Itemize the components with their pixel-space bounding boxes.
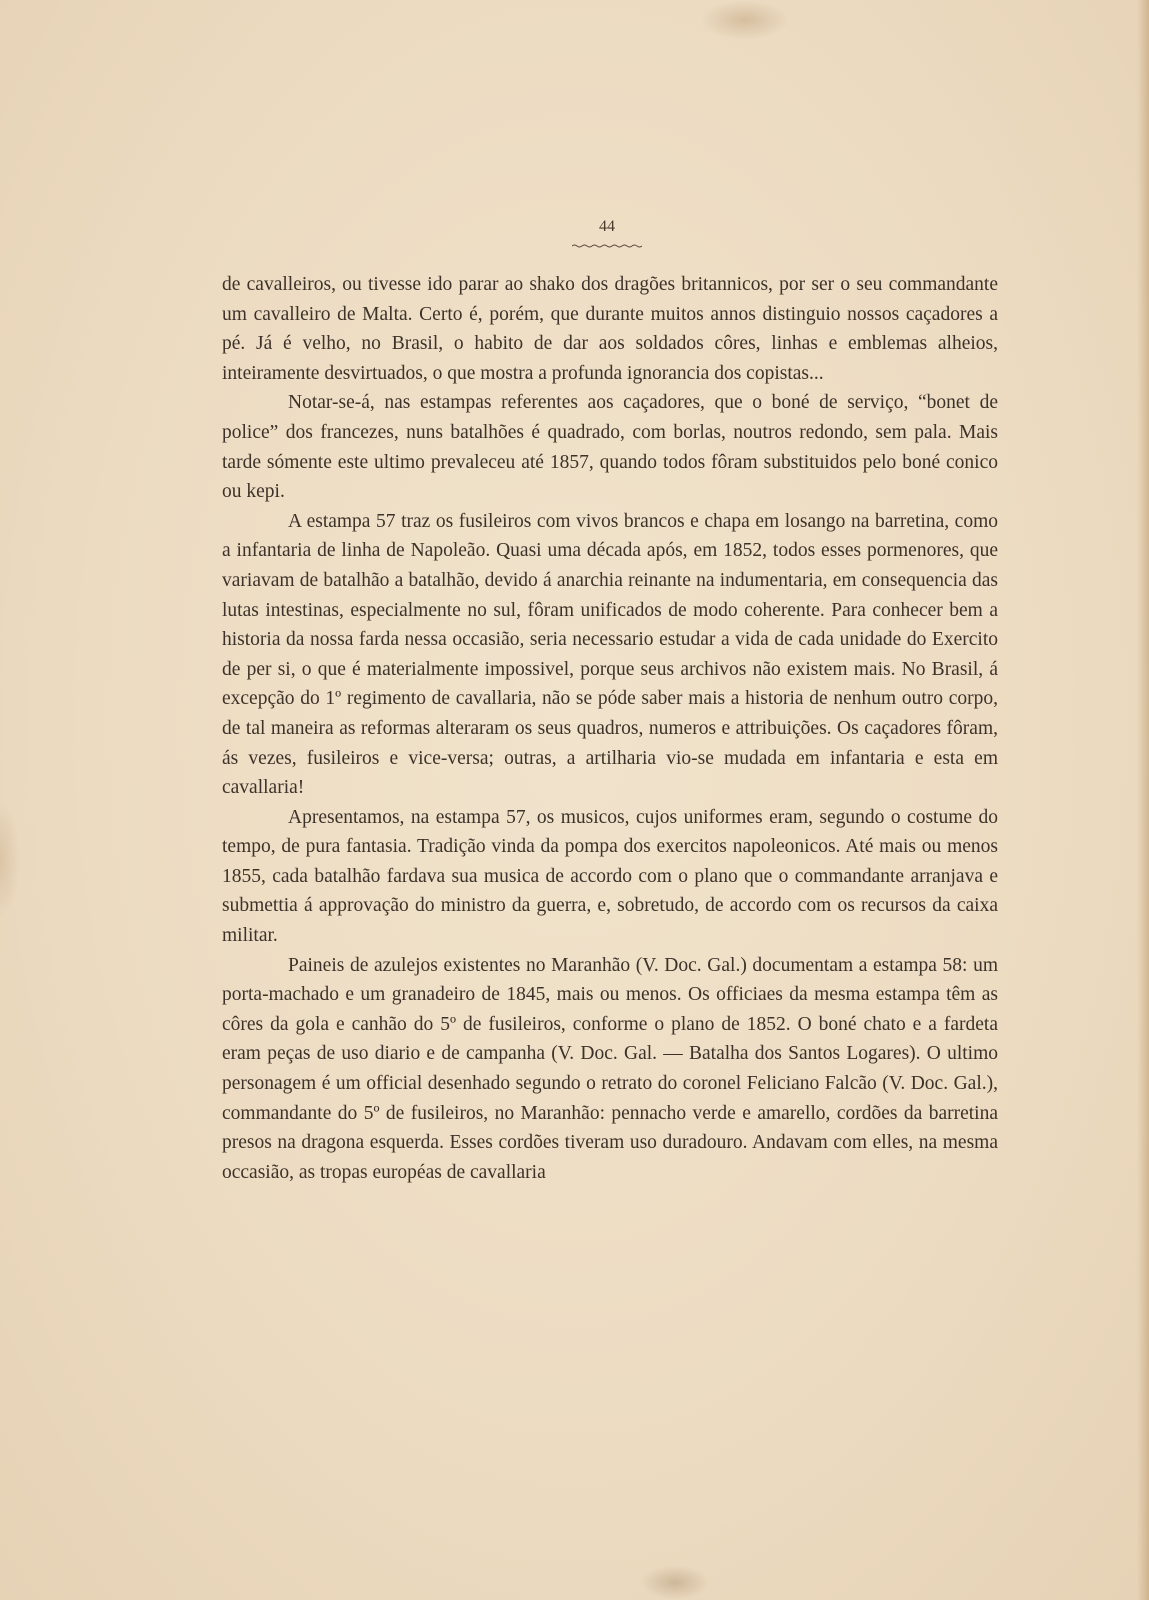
body-text [222,270,998,1187]
page-number: 44 [599,218,615,235]
paper-stain [700,0,790,40]
paragraph: Paineis de azulejos existentes no Maranhão (V. Doc. Gal.) documentam a estampa 58: um porta-machado e um granadeiro de 1845, mais ou menos. Os officiaes da mesma estampa têm as côres da gola e canhão do 5º de fusileiros, conforme o plano de 1852. O boné chato e a fardeta eram peças de uso diario e de campanha (V. Doc. Gal. — Batalha dos Santos Logares). O ultimo personagem é um official desenhado segundo o retrato do coronel Feliciano Falcão (V. Doc. Gal.), commandante do 5º de fusileiros, no Maranhão: pennacho verde e amarello, cordões da barretina presos na dragona esquerda. Esses cordões tiveram uso duradouro. Andavam com elles, na mesma occasião, as tropas européas de cavallaria [222,954,998,1183]
decorative-wavy-rule [572,244,642,248]
paragraph: de cavalleiros, ou tivesse ido parar ao shako dos dragões britannicos, por ser o seu commandante um cavalleiro de Malta. Certo é, porém, que durante muitos annos distinguio nossos caçadores a pé. Já é velho, no Brasil, o habito de dar aos soldados côres, linhas e emblemas alheios, inteiramente desvirtuados, o que mostra a profunda ignorancia dos copistas... [222,274,998,384]
paragraph: Notar-se-á, nas estampas referentes aos caçadores, que o boné de serviço, “bonet de police” dos francezes, nuns batalhões é quadrado, com borlas, noutros redondo, sem pala. Mais tarde sómente este ultimo prevaleceu até 1857, quando todos fôram substituidos pelo boné conico ou kepi. [222,392,998,503]
paragraph: Apresentamos, na estampa 57, os musicos, cujos uniformes eram, segundo o costume do tempo, de pura fantasia. Tradição vinda da pompa dos exercitos napoleonicos. Até mais ou menos 1855, cada batalhão fardava sua musica de accordo com o plano que o commandante arranjava e submettia á approvação do ministro da guerra, e, sobretudo, de accordo com os recursos da caixa militar. [222,806,998,947]
paragraph: A estampa 57 traz os fusileiros com vivos brancos e chapa em losango na barretina, como a infantaria de linha de Napoleão. Quasi uma década após, em 1852, todos esses pormenores, que variavam de batalhão a batalhão, devido á anarchia reinante na indumentaria, em consequencia das lutas intestinas, especialmente no sul, fôram unificados de modo coherente. Para conhecer bem a historia da nossa farda nessa occasião, seria necessario estudar a vida de cada unidade do Exercito de per si, o que é materialmente impossivel, porque seus archivos não existem mais. No Brasil, á excepção do 1º regimento de cavallaria, não se póde saber mais a historia de nenhum outro corpo, de tal maneira as reformas alteraram os seus quadros, numeros e attribuições. Os caçadores fôram, ás vezes, fusileiros e vice-versa; outras, a artilharia vio-se mudada em infantaria e esta em cavallaria! [222,510,998,799]
page-edge-shadow [1137,0,1149,1600]
paper-stain [640,1565,710,1600]
paper-stain [0,800,20,920]
